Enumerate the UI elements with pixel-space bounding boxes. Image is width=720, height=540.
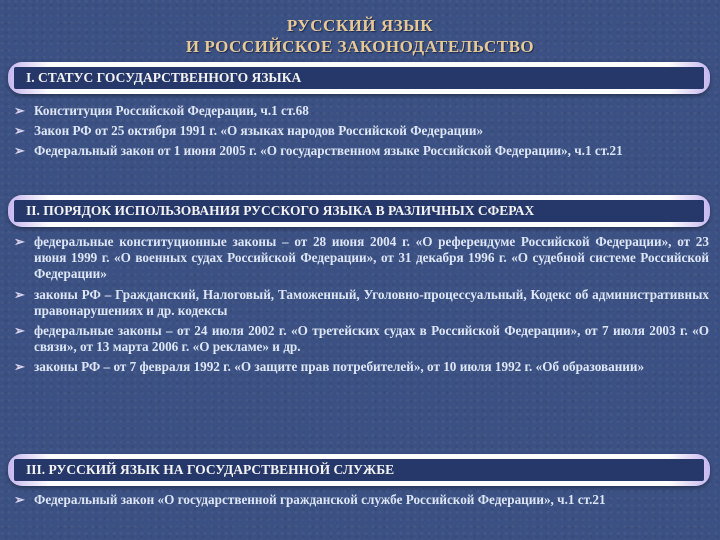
list-item: ➢ Конституция Российской Федерации, ч.1 ст.68 <box>14 103 309 118</box>
section-heading-2 <box>8 195 710 227</box>
section-2-list <box>14 234 709 380</box>
arrow-bullet-icon: ➢ <box>14 323 25 339</box>
section-heading-1 <box>8 62 710 94</box>
list-item: ➢ законы РФ – от 7 февраля 1992 г. «О защите прав потребителей», от 10 июля 1992 г. «Об образовании» <box>14 359 645 375</box>
arrow-bullet-icon: ➢ <box>14 143 25 159</box>
list-item: ➢ Федеральный закон «О государственной гражданской службе Российской Федерации», ч.1 ст.21 <box>14 492 606 507</box>
list-item: ➢ Федеральный закон от 1 июня 2005 г. «О государственном языке Российской Федерации», ч.1 ст.21 <box>14 143 623 159</box>
arrow-bullet-icon: ➢ <box>14 286 25 302</box>
list-item: ➢ Закон РФ от 25 октября 1991 г. «О языках народов Российской Федерации» <box>14 123 484 139</box>
section-heading-2-text: II. ПОРЯДОК ИСПОЛЬЗОВАНИЯ РУССКОГО ЯЗЫКА В РАЗЛИЧНЫХ СФЕРАХ <box>26 203 535 218</box>
page-title-line-1: РУССКИЙ ЯЗЫК <box>286 16 434 35</box>
arrow-bullet-icon: ➢ <box>14 492 25 507</box>
arrow-bullet-icon: ➢ <box>14 234 25 249</box>
section-heading-3-text: III. РУССКИЙ ЯЗЫК НА ГОСУДАРСТВЕННОЙ СЛУЖБЕ <box>26 462 395 477</box>
section-1-list <box>14 103 709 164</box>
arrow-bullet-icon: ➢ <box>14 123 25 139</box>
section-heading-1-text: I. СТАТУС ГОСУДАРСТВЕННОГО ЯЗЫКА <box>26 70 302 85</box>
arrow-bullet-icon: ➢ <box>14 103 25 118</box>
list-item: ➢ федеральные конституционные законы – от 28 июня 2004 г. «О референдуме Российской Федерации», от 23 июня 1999 г. «О военных судах Российской Федерации», от 31 декабря 1996 г. «О судебной системе Российской Федерации» <box>14 234 709 282</box>
page-title-line-2: И РОССИЙСКОЕ ЗАКОНОДАТЕЛЬСТВО <box>185 37 535 56</box>
section-heading-3 <box>8 454 710 486</box>
section-3-list <box>14 492 709 512</box>
list-item: ➢ законы РФ – Гражданский, Налоговый, Таможенный, Уголовно-процессуальный, Кодекс об административных правонарушениях и др. кодексы <box>14 286 709 318</box>
list-item: ➢ федеральные законы – от 24 июля 2002 г. «О третейских судах в Российской Федерации», от 7 июля 2003 г. «О связи», от 13 марта 2006 г. «О рекламе» и др. <box>14 323 709 355</box>
arrow-bullet-icon: ➢ <box>14 359 25 375</box>
